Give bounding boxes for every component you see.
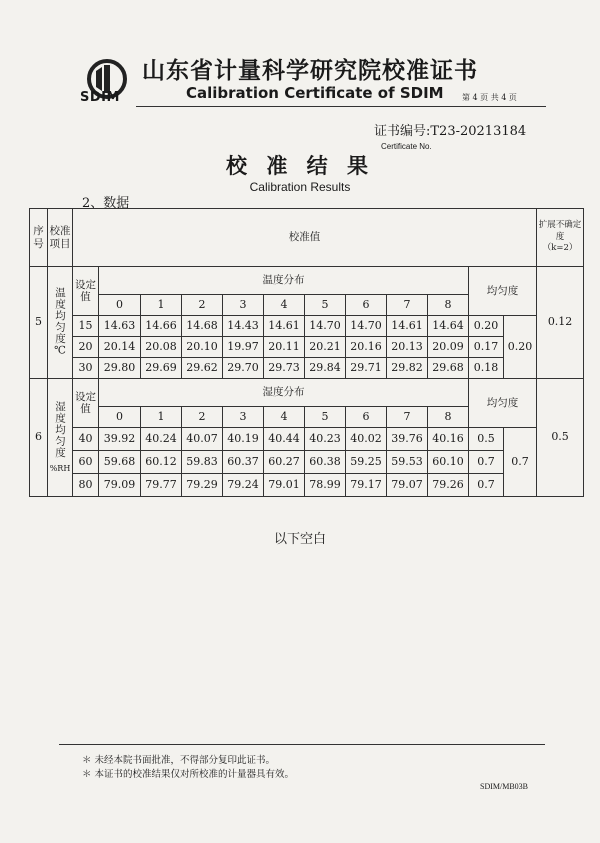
section-heading: 2、数据 (82, 196, 130, 211)
hum-setpoint-2: 80 (73, 474, 99, 497)
temp-value-0-2: 14.68 (182, 316, 223, 337)
temp-setpoint-1: 20 (73, 337, 99, 358)
form-code: SDIM/MB03B (480, 782, 529, 791)
temp-value-0-4: 14.61 (264, 316, 305, 337)
hum-item-unit: %RH (49, 463, 71, 473)
temp-point-0: 0 (99, 295, 141, 316)
temp-value-2-4: 29.73 (264, 358, 305, 379)
table-row (30, 379, 584, 407)
table-row (30, 267, 584, 295)
hum-value-1-6: 59.25 (346, 451, 387, 474)
hum-dist-header: 湿度分布 (99, 379, 469, 407)
temp-value-1-1: 20.08 (141, 337, 182, 358)
col-unc-label: 扩展不确定度 (538, 219, 582, 242)
temp-value-1-0: 20.14 (99, 337, 141, 358)
table-row (30, 474, 584, 497)
hum-value-2-3: 79.24 (223, 474, 264, 497)
temp-value-1-6: 20.16 (346, 337, 387, 358)
hum-point-8: 8 (428, 407, 469, 428)
hum-value-2-2: 79.29 (182, 474, 223, 497)
temp-value-0-6: 14.70 (346, 316, 387, 337)
certificate-number-label: 证书编号: (374, 124, 431, 139)
hum-setpoint-0: 40 (73, 428, 99, 451)
temp-value-0-8: 14.64 (428, 316, 469, 337)
table-row (30, 316, 584, 337)
hum-setpoint-1: 60 (73, 451, 99, 474)
temp-point-3: 3 (223, 295, 264, 316)
footer-rule (59, 744, 545, 745)
col-item-header: 校准项目 (48, 209, 73, 267)
hum-value-1-8: 60.10 (428, 451, 469, 474)
hum-value-2-7: 79.07 (387, 474, 428, 497)
temp-value-1-5: 20.21 (305, 337, 346, 358)
hum-value-2-6: 79.17 (346, 474, 387, 497)
table-row (30, 428, 584, 451)
temp-value-0-1: 14.66 (141, 316, 182, 337)
hum-value-1-4: 60.27 (264, 451, 305, 474)
temp-setpoint-0: 15 (73, 316, 99, 337)
hum-point-0: 0 (99, 407, 141, 428)
temp-point-1: 1 (141, 295, 182, 316)
temp-setpoint-2: 30 (73, 358, 99, 379)
hum-value-1-5: 60.38 (305, 451, 346, 474)
temp-value-0-3: 14.43 (223, 316, 264, 337)
hum-setting-header: 设定值 (73, 379, 99, 428)
hum-value-0-4: 40.44 (264, 428, 305, 451)
hum-row-uniformity-2: 0.7 (469, 474, 504, 497)
hum-value-0-6: 40.02 (346, 428, 387, 451)
table-row (30, 337, 584, 358)
org-name-cn: 山东省计量科学研究院校准证书 (142, 57, 478, 84)
hum-value-2-5: 78.99 (305, 474, 346, 497)
table-row (30, 451, 584, 474)
hum-value-1-1: 60.12 (141, 451, 182, 474)
temp-value-1-3: 19.97 (223, 337, 264, 358)
temp-value-0-7: 14.61 (387, 316, 428, 337)
certificate-number-value: T23-20213184 (430, 124, 527, 139)
hum-point-3: 3 (223, 407, 264, 428)
temp-dist-header: 温度分布 (99, 267, 469, 295)
hum-value-0-7: 39.76 (387, 428, 428, 451)
temp-value-2-7: 29.82 (387, 358, 428, 379)
hum-value-2-4: 79.01 (264, 474, 305, 497)
temp-point-7: 7 (387, 295, 428, 316)
temp-row-uniformity-0: 0.20 (469, 316, 504, 337)
hum-overall-uniformity: 0.7 (504, 428, 537, 497)
hum-value-2-8: 79.26 (428, 474, 469, 497)
temp-row-uniformity-2: 0.18 (469, 358, 504, 379)
temp-value-2-1: 29.69 (141, 358, 182, 379)
col-seq-header: 序号 (30, 209, 48, 267)
hum-value-1-7: 59.53 (387, 451, 428, 474)
hum-value-2-1: 79.77 (141, 474, 182, 497)
col-unc-k: （k=2） (542, 243, 578, 254)
temp-value-1-8: 20.09 (428, 337, 469, 358)
footer-note-2: ＊ 本证书的校准结果仅对所校准的计量器具有效。 (82, 769, 295, 780)
hum-value-1-3: 60.37 (223, 451, 264, 474)
temp-point-8: 8 (428, 295, 469, 316)
temp-uncertainty: 0.12 (537, 267, 584, 379)
hum-value-0-8: 40.16 (428, 428, 469, 451)
temp-value-0-5: 14.70 (305, 316, 346, 337)
hum-item (48, 379, 73, 497)
temp-point-2: 2 (182, 295, 223, 316)
temp-point-6: 6 (346, 295, 387, 316)
page-title-en: Calibration Results (249, 180, 351, 194)
hum-point-4: 4 (264, 407, 305, 428)
hum-value-0-5: 40.23 (305, 428, 346, 451)
org-name-en: Calibration Certificate of SDIM (186, 84, 444, 102)
hum-uncertainty: 0.5 (537, 379, 584, 497)
hum-value-0-2: 40.07 (182, 428, 223, 451)
temp-value-0-0: 14.63 (99, 316, 141, 337)
hum-value-0-3: 40.19 (223, 428, 264, 451)
hum-row-uniformity-0: 0.5 (469, 428, 504, 451)
hum-value-0-0: 39.92 (99, 428, 141, 451)
page-title: 校 准 结 果 (226, 153, 374, 178)
table-header-row (30, 209, 584, 267)
hum-point-5: 5 (305, 407, 346, 428)
temp-seq: 5 (30, 267, 48, 379)
temp-value-1-7: 20.13 (387, 337, 428, 358)
col-unc-header (537, 209, 584, 267)
hum-row-uniformity-1: 0.7 (469, 451, 504, 474)
table-row (30, 358, 584, 379)
temp-uni-header: 均匀度 (469, 267, 537, 316)
temp-overall-uniformity: 0.20 (504, 316, 537, 379)
hum-uni-header: 均匀度 (469, 379, 537, 428)
hum-value-0-1: 40.24 (141, 428, 182, 451)
footer-note-1: ＊ 未经本院书面批准，不得部分复印此证书。 (82, 755, 276, 766)
certificate-number-en: Certificate No. (381, 142, 432, 151)
logo-text: SDIM (80, 90, 120, 105)
hum-value-2-0: 79.09 (99, 474, 141, 497)
temp-value-2-3: 29.70 (223, 358, 264, 379)
temp-value-1-2: 20.10 (182, 337, 223, 358)
page-info: 第 4 页 共 4 页 (462, 93, 517, 102)
hum-item-label: 湿度均匀度 (54, 400, 67, 459)
results-table (29, 208, 584, 497)
temp-value-1-4: 20.11 (264, 337, 305, 358)
temp-value-2-6: 29.71 (346, 358, 387, 379)
temp-setting-header: 设定值 (73, 267, 99, 316)
temp-value-2-2: 29.62 (182, 358, 223, 379)
hum-point-2: 2 (182, 407, 223, 428)
header-rule (136, 106, 546, 107)
hum-value-1-2: 59.83 (182, 451, 223, 474)
temp-point-5: 5 (305, 295, 346, 316)
temp-value-2-5: 29.84 (305, 358, 346, 379)
hum-point-1: 1 (141, 407, 182, 428)
hum-value-1-0: 59.68 (99, 451, 141, 474)
temp-value-2-8: 29.68 (428, 358, 469, 379)
certificate-number (374, 120, 526, 139)
hum-point-7: 7 (387, 407, 428, 428)
blank-below-note: 以下空白 (273, 532, 326, 547)
temp-item: 温度均匀度℃ (48, 267, 73, 379)
temp-point-4: 4 (264, 295, 305, 316)
temp-value-2-0: 29.80 (99, 358, 141, 379)
hum-seq: 6 (30, 379, 48, 497)
col-value-header: 校准值 (73, 209, 537, 267)
hum-point-6: 6 (346, 407, 387, 428)
temp-row-uniformity-1: 0.17 (469, 337, 504, 358)
